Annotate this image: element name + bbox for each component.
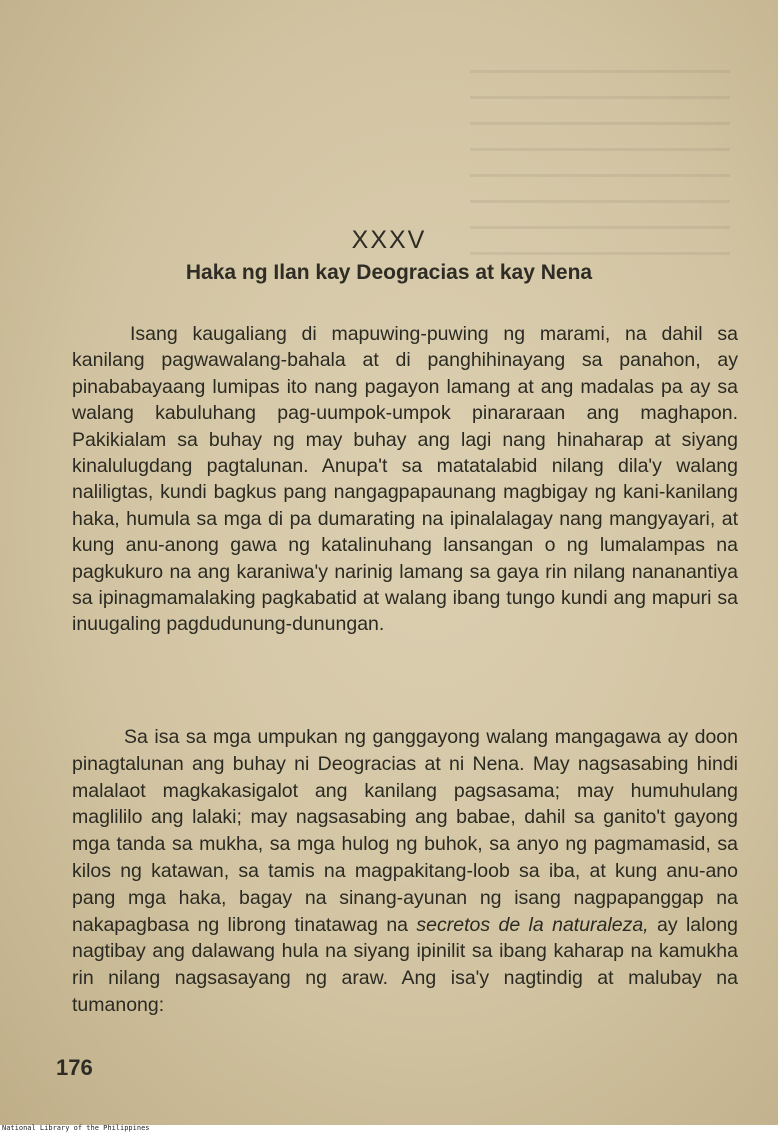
paragraph-2-italic-title: secretos de la naturaleza, (416, 913, 649, 936)
page-number: 176 (56, 1055, 93, 1080)
paragraph-2-text-b: ay lalong nagtibay ang dalawang hula na siyang ipinilit sa ibang kaharap na kamukha rin nilang nagsasayang ng araw. Ang isa'y nagtindig at malubay na tumanong: (72, 913, 739, 1016)
chapter-number: XXXV (351, 226, 427, 254)
footer-credit: National Library of the Philippines (2, 1124, 150, 1132)
paragraph-1: Isang kaugaliang di mapuwing-puwing ng marami, na dahil sa kanilang pagwawalang-bahala at di panghihinayang sa panahon, ay pinababayaang lumipas ito nang pagayon lamang at ang madalas pa ay sa walang kabuluhang pag-uumpok-umpok pinararaan ang maghapon. Pakikialam sa buhay ng may buhay ang lagi nang hinaharap at siyang kinalulugdang pagtalunan. Anupa't sa matatalabid nilang dila'y walang naliligtas, kundi bagkus pang nangagpapaunang magbigay ng kani-kanilang haka, humula sa mga di pa dumarating na ipinalalagay nang mangyayari, at kung anu-anong gawa ng katalinuhang lansangan o ng lumalampas na pagkukuro na ang karaniwa'y narinig lamang sa gaya rin nilang nananantiya sa ipinagmamalaking pagkabatid at walang ibang tungo kundi ang mapuri sa inuugaling pagdudunung-dunungan. (72, 323, 738, 636)
paragraph-2-text-a: Sa isa sa mga umpukan ng ganggayong walang mangagawa ay doon pinagtalunan ang buhay ni Deogracias at ni Nena. May nagsasabing hindi malalaot magkakasigalot ang kanilang pagsasama; may humuhulang maglililo ang lalaki; may nagsasabing ang babae, dahil sa ganito't gayong mga tanda sa mukha, sa mga hulog ng buhok, sa anyo ng pagmamasid, sa kilos ng katawan, sa tamis na magpakitang-loob sa iba, at kung anu-ano pang mga haka, bagay na sinang-ayunan ng isang nagpapanggap na nakapagbasa ng librong tinatawag na (72, 726, 738, 936)
chapter-title: Haka ng Ilan kay Deogracias at kay Nena (185, 261, 593, 284)
paragraph-2 (72, 724, 738, 1019)
